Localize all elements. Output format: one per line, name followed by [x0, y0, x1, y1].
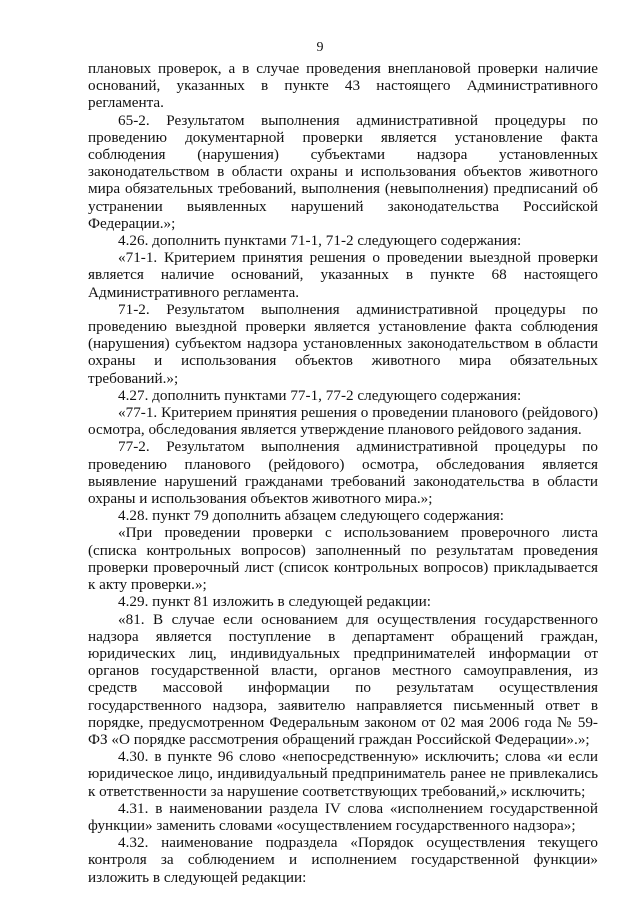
paragraph-77-2: 77-2. Результатом выполнения административной процедуры по проведению планового (рейдового) осмотра, обследования является выявление нарушений гражданами требований законодательства в области охраны и использования объектов животного мира.»;: [88, 438, 598, 508]
paragraph-71-2: 71-2. Результатом выполнения административной процедуры по проведению выездной проверки является установление факта соблюдения (нарушения) субъектом надзора установленных законодательством в области охраны и использования объектов животного мира обязательных требований.»;: [88, 300, 598, 387]
page-number: 9: [316, 40, 324, 55]
paragraph-79-addition: «При проведении проверки с использованием проверочного листа (списка контрольных вопросов) заполненный по результатам проведения проверки проверочный лист (список контрольных вопросов) прикладывается к акту проверки.»;: [88, 524, 598, 594]
paragraph-4-29: 4.29. пункт 81 изложить в следующей редакции:: [118, 593, 431, 611]
paragraph-continuation: плановых проверок, а в случае проведения внеплановой проверки наличие оснований, указанных в пункте 43 настоящего Административного регламента.: [88, 60, 598, 112]
paragraph-65-2: 65-2. Результатом выполнения административной процедуры по проведению документарной проверки является установление факта соблюдения (нарушения) субъектами надзора установленных законодательством в области охраны и использования объектов животного мира обязательных требований, выполнения (невыполнения) предписаний об устранении выявленных нарушений законодательства Российской Федерации.»;: [88, 111, 598, 232]
paragraph-4-30: 4.30. в пункте 96 слово «непосредственную» исключить; слова «и если юридическое лицо, индивидуальный предприниматель ранее не привлекались к ответственности за нарушение соответствующих требований,» исключить;: [88, 748, 598, 800]
paragraph-4-31: 4.31. в наименовании раздела IV слова «исполнением государственной функции» заменить словами «осуществлением государственного надзора»;: [88, 799, 598, 834]
paragraph-81: «81. В случае если основанием для осуществления государственного надзора является поступление в департамент обращений граждан, юридических лиц, индивидуальных предпринимателей информации от органов государственной власти, органов местного самоуправления, из средств массовой информации по результатам осуществления государственного надзора, заявителю направляется письменный ответ в порядке, предусмотренном Федеральным законом от 02 мая 2006 года № 59-ФЗ «О порядке рассмотрения обращений граждан Российской Федерации».»;: [88, 610, 598, 748]
document-body: [88, 60, 598, 886]
paragraph-4-28: 4.28. пункт 79 дополнить абзацем следующего содержания:: [118, 507, 504, 525]
paragraph-4-32: 4.32. наименование подраздела «Порядок осуществления текущего контроля за соблюдением и исполнением государственной функции» изложить в следующей редакции:: [88, 834, 598, 886]
paragraph-77-1: «77-1. Критерием принятия решения о проведении планового (рейдового) осмотра, обследования является утверждение планового рейдового задания.: [88, 404, 598, 439]
paragraph-4-27: 4.27. дополнить пунктами 77-1, 77-2 следующего содержания:: [118, 386, 522, 404]
paragraph-71-1: «71-1. Критерием принятия решения о проведении выездной проверки является наличие оснований, указанных в пункте 68 настоящего Административного регламента.: [88, 249, 598, 301]
paragraph-4-26: 4.26. дополнить пунктами 71-1, 71-2 следующего содержания:: [118, 232, 522, 250]
